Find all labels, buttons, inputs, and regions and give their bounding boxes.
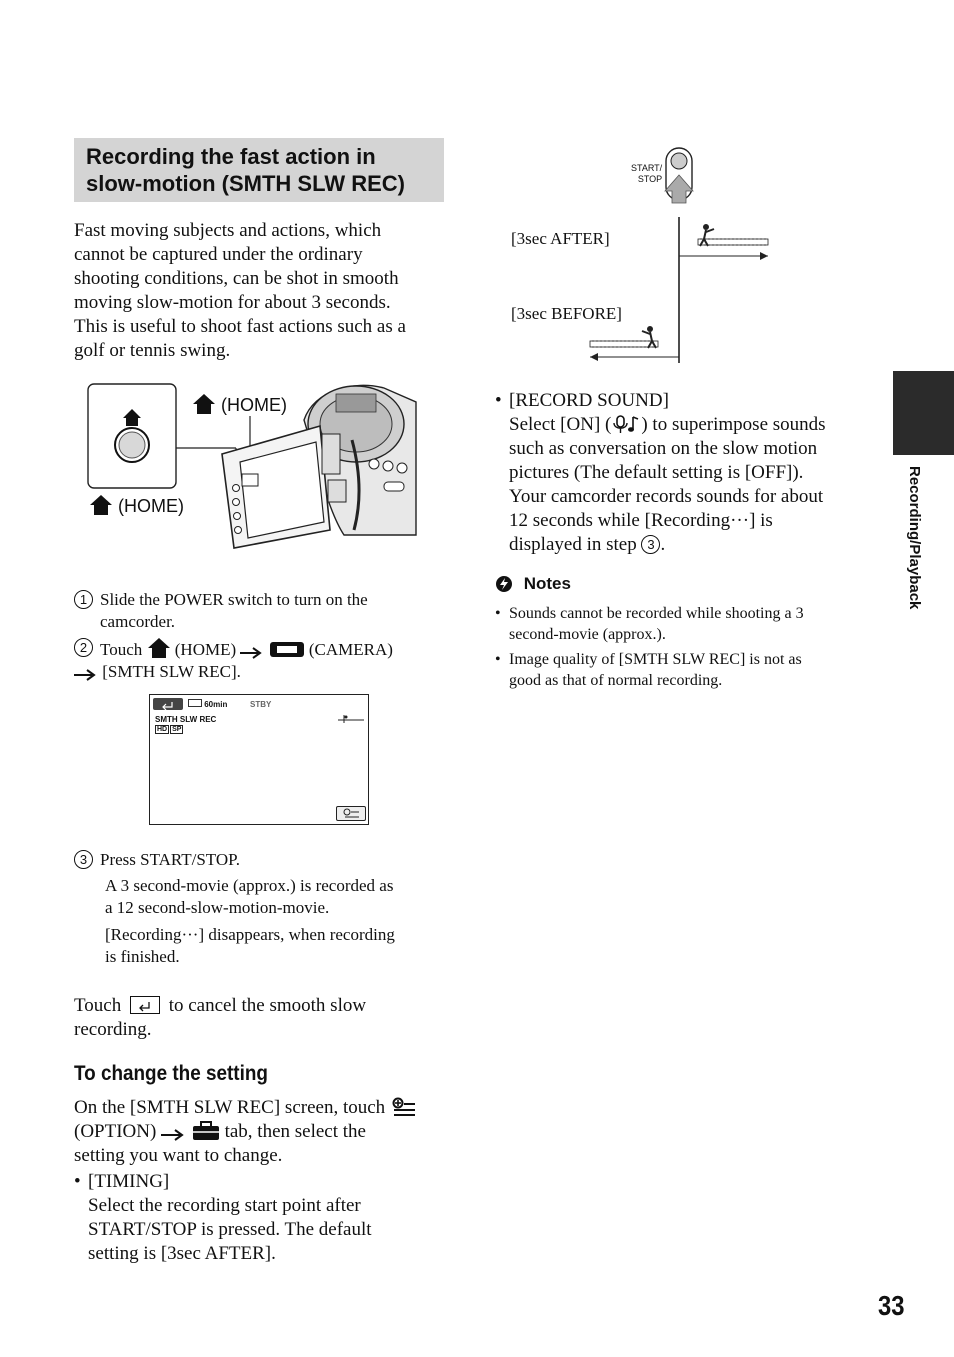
arrow-right-icon (74, 669, 98, 681)
record-sound-title: [RECORD SOUND] (509, 390, 669, 411)
steps-1-2 (74, 589, 454, 683)
home-icon (89, 494, 113, 516)
notes-title: Notes (523, 574, 571, 593)
intro-line: moving slow-motion for about 3 seconds. (74, 292, 391, 313)
step-text: [SMTH SLW REC]. (102, 662, 241, 681)
record-sound-text: displayed in step (509, 534, 637, 555)
start-stop-label (631, 163, 662, 185)
step-text: Slide the POWER switch to turn on the (100, 590, 368, 609)
page-number: 33 (878, 1290, 905, 1321)
record-sound-text: such as conversation on the slow motion (509, 438, 818, 459)
record-sound-text: pictures (The default setting is [OFF]). (509, 462, 804, 483)
toolbox-icon (192, 1121, 220, 1141)
change-setting-paragraph (74, 1096, 454, 1266)
step-text: Touch (100, 640, 143, 659)
note-item: • Image quality of [SMTH SLW REC] is not as good as that of normal recording. (495, 651, 802, 689)
step-detail: a 12 second-slow-motion-movie. (105, 898, 330, 917)
record-sound-text: 12 seconds while [Recording···] is (509, 510, 773, 531)
step-detail: A 3 second-movie (approx.) is recorded as (105, 876, 394, 895)
hd-badge: HD (157, 726, 168, 733)
change-setting-text: On the [SMTH SLW REC] screen, touch (74, 1097, 386, 1118)
record-sound-text: Select [ON] ( (509, 414, 612, 435)
arrow-right-icon (240, 647, 264, 659)
section-heading (74, 138, 444, 202)
step-text: (HOME) (174, 640, 237, 659)
intro-paragraph (74, 219, 454, 363)
home-label-left (89, 494, 184, 518)
home-label-top (192, 393, 287, 417)
step-text: camcorder. (100, 612, 176, 631)
home-icon (147, 637, 171, 659)
step-number: 3 (74, 850, 93, 869)
chapter-label-text: Recording/Playback (906, 466, 923, 610)
lcd-screen (149, 694, 369, 825)
return-button (153, 698, 183, 710)
quality-badges (155, 725, 183, 734)
notes-list (495, 603, 875, 691)
home-label-text: (HOME) (118, 496, 185, 516)
step-detail: is finished. (105, 947, 180, 966)
recording-status: STBY (250, 700, 272, 709)
battery-indicator (188, 699, 227, 711)
note-text: second-movie (approx.). (509, 626, 666, 643)
record-sound-text: ) to superimpose sounds (641, 414, 826, 435)
battery-remaining: 60min (204, 700, 228, 709)
notes-header (495, 572, 571, 596)
step-number: 2 (74, 638, 93, 657)
timing-indicator-icon (336, 714, 366, 724)
step-text: Press START/STOP. (100, 850, 240, 869)
sp-badge: SP (172, 726, 182, 733)
change-setting-text: (OPTION) (74, 1121, 157, 1142)
record-sound-text: . (660, 534, 666, 555)
intro-line: This is useful to shoot fast actions such as a (74, 316, 406, 337)
record-sound-text: Your camcorder records sounds for about (509, 486, 824, 507)
step-text: (CAMERA) (308, 640, 393, 659)
timing-after-label: [3sec AFTER] (511, 229, 610, 248)
timing-text: setting is [3sec AFTER]. (88, 1243, 276, 1264)
note-item: • Sounds cannot be recorded while shooting a 3 second-movie (approx.). (495, 605, 804, 643)
step-detail: [Recording···] disappears, when recording (105, 925, 395, 944)
cancel-text: to cancel the smooth slow (168, 995, 367, 1016)
intro-line: Fast moving subjects and actions, which (74, 220, 382, 241)
step-3 (74, 849, 454, 968)
mode-label: SMTH SLW REC (155, 715, 217, 724)
subsection-title: To change the setting (74, 1062, 268, 1085)
record-sound-bullet: • [RECORD SOUND] Select [ON] ( ) to superimpose sounds such as conversation on the slow motion pictures (The default setting is [OFF]). Your camcorder records sounds for about 12 seconds while [Recording···] is displayed in step 3 . (495, 390, 826, 555)
step-2 (74, 637, 454, 683)
intro-line: shooting conditions, can be shot in smooth (74, 268, 399, 289)
chapter-label (904, 466, 924, 636)
battery-icon (188, 699, 202, 707)
cancel-text: Touch (74, 995, 122, 1016)
timing-text: START/STOP is pressed. The default (88, 1219, 372, 1240)
cancel-paragraph (74, 994, 454, 1042)
microphone-note-icon (611, 414, 641, 434)
step-1 (74, 589, 454, 633)
timing-bullet: • [TIMING] Select the recording start point after START/STOP is pressed. The default setting is [3sec AFTER]. (74, 1171, 372, 1264)
start-stop-label-line: STOP (637, 174, 663, 184)
notes-icon (495, 575, 513, 593)
note-text: good as that of normal recording. (509, 672, 723, 689)
change-setting-text: setting you want to change. (74, 1145, 283, 1166)
heading-line-1: Recording the fast action in (86, 144, 376, 169)
cancel-text: recording. (74, 1019, 152, 1040)
intro-line: cannot be captured under the ordinary (74, 244, 363, 265)
timing-text: Select the recording start point after (88, 1195, 361, 1216)
note-text: Sounds cannot be recorded while shooting a 3 (509, 605, 804, 622)
arrow-right-icon (161, 1129, 187, 1141)
timing-before-label: [3sec BEFORE] (511, 304, 622, 323)
timing-title: [TIMING] (88, 1171, 170, 1192)
home-label-text: (HOME) (221, 395, 288, 415)
chapter-tab (893, 371, 954, 455)
option-icon (390, 1097, 416, 1117)
heading-line-2: slow-motion (SMTH SLW REC) (86, 171, 405, 196)
camera-icon (269, 639, 305, 659)
return-button-icon (130, 996, 160, 1014)
step-number: 1 (74, 590, 93, 609)
option-button (336, 806, 366, 821)
start-stop-label-line: START/ (631, 163, 663, 173)
note-text: Image quality of [SMTH SLW REC] is not as (509, 651, 802, 668)
step-number: 3 (641, 535, 660, 554)
option-icon (337, 807, 365, 820)
intro-line: golf or tennis swing. (74, 340, 231, 361)
home-icon (192, 393, 216, 415)
change-setting-text: tab, then select the (224, 1121, 366, 1142)
